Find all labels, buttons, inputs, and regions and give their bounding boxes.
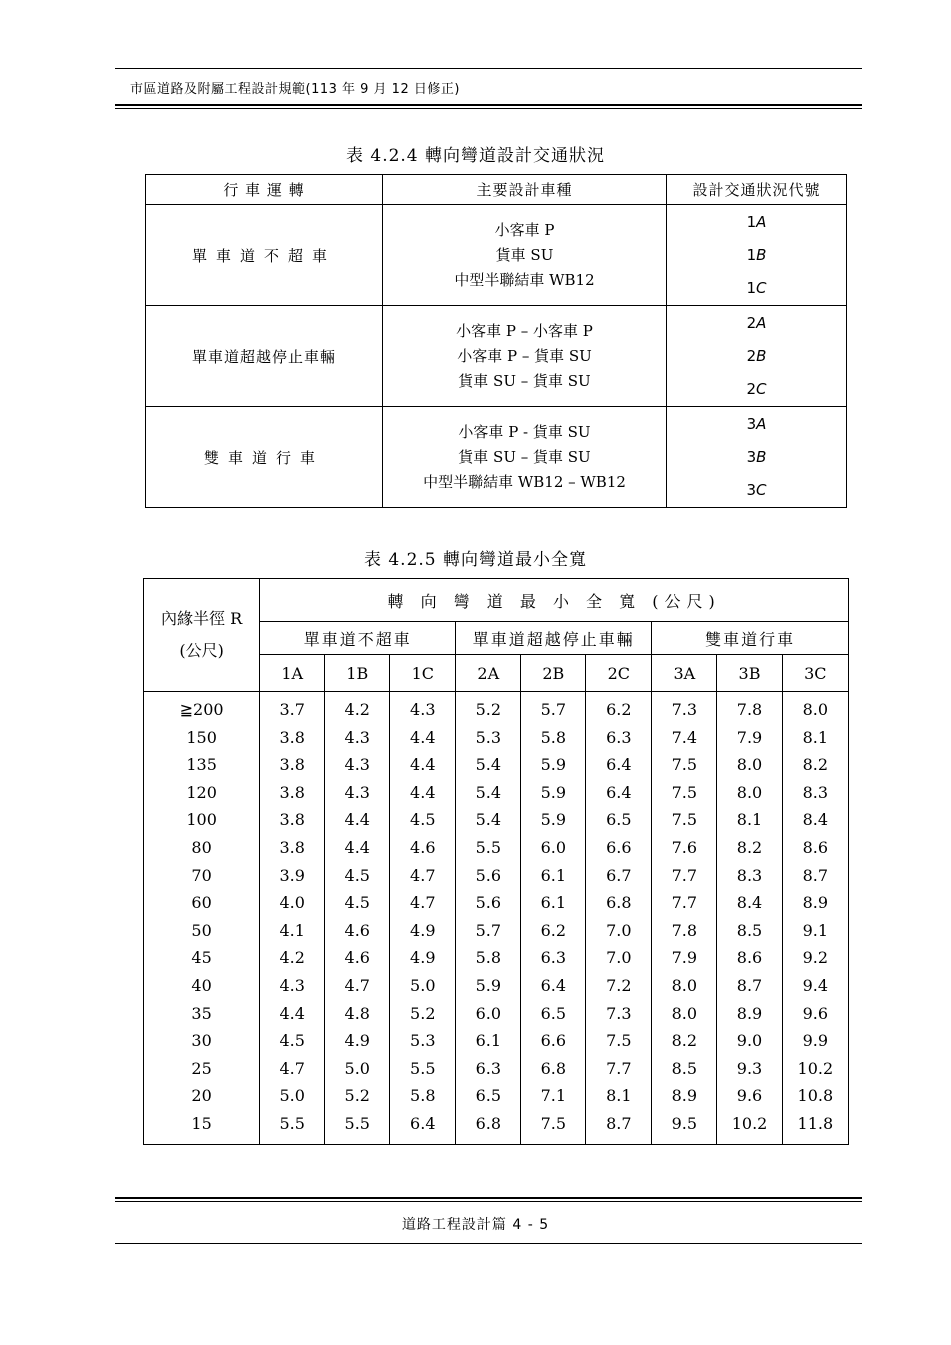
width-cell: 8.2	[652, 1027, 717, 1055]
code-letter: B	[756, 346, 767, 365]
width-cell: 5.0	[260, 1082, 325, 1110]
width-cell: 8.2	[717, 834, 782, 862]
width-cell: 4.4	[325, 806, 390, 834]
radius-cell: ≧200	[144, 692, 260, 724]
table1-header-row	[146, 175, 847, 205]
width-cell: 4.6	[325, 917, 390, 945]
width-cell: 8.5	[717, 917, 782, 945]
radius-cell: 80	[144, 834, 260, 862]
width-cell: 3.8	[260, 834, 325, 862]
table-row	[144, 1055, 849, 1083]
radius-cell: 25	[144, 1055, 260, 1083]
width-cell: 5.3	[390, 1027, 456, 1055]
radius-cell: 150	[144, 724, 260, 752]
width-cell: 7.4	[652, 724, 717, 752]
table-row	[144, 834, 849, 862]
width-cell: 7.8	[652, 917, 717, 945]
table-row	[144, 1110, 849, 1144]
width-cell: 9.3	[717, 1055, 782, 1083]
main-header: 轉 向 彎 道 最 小 全 寬 (公尺)	[260, 579, 849, 622]
width-cell: 5.5	[260, 1110, 325, 1144]
operation-cell: 單車道不超車	[146, 205, 383, 306]
width-cell: 9.4	[782, 972, 848, 1000]
width-cell: 8.6	[717, 944, 782, 972]
col-header-operation: 行 車 運 轉	[146, 175, 383, 205]
width-cell: 7.9	[652, 944, 717, 972]
vehicle-line: 貨車 SU – 貨車 SU	[458, 371, 591, 390]
code-cell	[667, 306, 847, 407]
width-cell: 4.9	[390, 917, 456, 945]
width-cell: 7.1	[521, 1082, 586, 1110]
width-cell: 6.7	[586, 862, 652, 890]
footer-rule-thick	[115, 1197, 862, 1199]
width-cell: 7.3	[586, 1000, 652, 1028]
radius-header	[144, 579, 260, 692]
width-cell: 6.1	[521, 889, 586, 917]
code-line	[667, 340, 846, 373]
width-cell: 5.8	[521, 724, 586, 752]
width-cell: 8.0	[652, 972, 717, 1000]
table-row	[144, 1082, 849, 1110]
group-header-2: 單車道超越停止車輛	[456, 622, 652, 655]
width-cell: 5.4	[456, 806, 521, 834]
radius-cell: 45	[144, 944, 260, 972]
radius-cell: 70	[144, 862, 260, 890]
radius-cell: 35	[144, 1000, 260, 1028]
radius-cell: 20	[144, 1082, 260, 1110]
table-row	[144, 944, 849, 972]
running-header: 市區道路及附屬工程設計規範(113 年 9 月 12 日修正)	[130, 82, 460, 97]
width-cell: 7.0	[586, 917, 652, 945]
width-cell: 4.6	[325, 944, 390, 972]
table-row	[144, 806, 849, 834]
width-cell: 4.7	[390, 862, 456, 890]
width-cell: 6.1	[456, 1027, 521, 1055]
width-cell: 7.5	[521, 1110, 586, 1144]
width-cell: 10.2	[782, 1055, 848, 1083]
width-cell: 8.1	[717, 806, 782, 834]
code-number: 1	[746, 245, 757, 264]
operation-cell: 單車道超越停止車輛	[146, 306, 383, 407]
code-number: 2	[746, 346, 757, 365]
width-cell: 5.8	[390, 1082, 456, 1110]
width-cell: 6.5	[586, 806, 652, 834]
width-cell: 4.4	[325, 834, 390, 862]
width-cell: 8.7	[586, 1110, 652, 1144]
width-cell: 8.1	[586, 1082, 652, 1110]
min-width-table	[143, 578, 849, 1145]
code-number: 1	[746, 212, 757, 231]
width-cell: 4.8	[325, 1000, 390, 1028]
width-cell: 7.9	[717, 724, 782, 752]
table-row	[144, 972, 849, 1000]
width-cell: 7.5	[652, 779, 717, 807]
col-header-cell: 2B	[521, 655, 586, 692]
width-cell: 4.4	[390, 751, 456, 779]
width-cell: 9.6	[782, 1000, 848, 1028]
radius-cell: 40	[144, 972, 260, 1000]
code-letter: B	[756, 245, 767, 264]
operation-cell: 雙車道行車	[146, 407, 383, 508]
width-cell: 5.2	[325, 1082, 390, 1110]
width-cell: 7.6	[652, 834, 717, 862]
col-header-cell: 1C	[390, 655, 456, 692]
col-header-cell: 1B	[325, 655, 390, 692]
width-cell: 7.7	[652, 862, 717, 890]
vehicle-cell	[383, 407, 667, 508]
width-cell: 8.4	[717, 889, 782, 917]
group-header-3: 雙車道行車	[652, 622, 849, 655]
width-cell: 5.9	[521, 806, 586, 834]
code-line	[667, 307, 846, 340]
table-row	[144, 1027, 849, 1055]
vehicle-line: 小客車 P - 貨車 SU	[458, 422, 591, 441]
width-cell: 4.1	[260, 917, 325, 945]
table1-caption: 表 4.2.4 轉向彎道設計交通狀況	[345, 146, 606, 166]
width-cell: 4.5	[325, 862, 390, 890]
width-cell: 3.8	[260, 751, 325, 779]
width-cell: 4.3	[260, 972, 325, 1000]
col-header-vehicle: 主要設計車種	[383, 175, 667, 205]
col-header-cell: 3C	[782, 655, 848, 692]
header-rule-thick	[115, 104, 862, 106]
col-header-cell: 2A	[456, 655, 521, 692]
code-letter: A	[756, 313, 767, 332]
vehicle-line: 中型半聯結車 WB12 – WB12	[423, 472, 626, 491]
code-number: 3	[746, 414, 757, 433]
width-cell: 8.0	[717, 779, 782, 807]
col-header-cell: 3B	[717, 655, 782, 692]
width-cell: 4.7	[260, 1055, 325, 1083]
width-cell: 7.8	[717, 692, 782, 724]
vehicle-line: 小客車 P – 貨車 SU	[457, 346, 592, 365]
width-cell: 6.4	[390, 1110, 456, 1144]
width-cell: 3.8	[260, 779, 325, 807]
width-cell: 4.4	[390, 779, 456, 807]
width-cell: 4.2	[325, 692, 390, 724]
radius-cell: 60	[144, 889, 260, 917]
width-cell: 9.1	[782, 917, 848, 945]
code-cell	[667, 205, 847, 306]
width-cell: 7.7	[586, 1055, 652, 1083]
vehicle-line: 中型半聯結車 WB12	[454, 270, 595, 289]
code-letter: A	[756, 414, 767, 433]
width-cell: 3.9	[260, 862, 325, 890]
width-cell: 8.3	[782, 779, 848, 807]
width-cell: 8.9	[652, 1082, 717, 1110]
width-cell: 6.0	[456, 1000, 521, 1028]
width-cell: 8.4	[782, 806, 848, 834]
width-cell: 8.0	[782, 692, 848, 724]
width-cell: 7.5	[652, 751, 717, 779]
vehicle-line: 貨車 SU – 貨車 SU	[458, 447, 591, 466]
width-cell: 6.8	[456, 1110, 521, 1144]
width-cell: 5.4	[456, 751, 521, 779]
code-letter: C	[756, 379, 767, 398]
table-row	[144, 724, 849, 752]
page-footer: 道路工程設計篇 4 - 5	[401, 1217, 550, 1233]
vehicle-cell	[383, 205, 667, 306]
radius-cell: 100	[144, 806, 260, 834]
width-cell: 10.2	[717, 1110, 782, 1144]
table-row	[144, 889, 849, 917]
width-cell: 10.8	[782, 1082, 848, 1110]
radius-header-unit: (公尺)	[179, 641, 224, 660]
width-cell: 9.0	[717, 1027, 782, 1055]
width-cell: 6.6	[586, 834, 652, 862]
width-cell: 5.6	[456, 862, 521, 890]
width-cell: 4.3	[325, 779, 390, 807]
code-number: 3	[746, 480, 757, 499]
table1-row	[146, 205, 847, 306]
radius-cell: 30	[144, 1027, 260, 1055]
col-header-cell: 2C	[586, 655, 652, 692]
table-row	[144, 779, 849, 807]
footer-rule-thin	[115, 1201, 862, 1202]
width-cell: 8.3	[717, 862, 782, 890]
width-cell: 7.5	[652, 806, 717, 834]
width-cell: 6.1	[521, 862, 586, 890]
table-row	[144, 751, 849, 779]
group-header-1: 單車道不超車	[260, 622, 456, 655]
radius-header-label: 內緣半徑 R	[161, 609, 243, 628]
width-cell: 3.7	[260, 692, 325, 724]
width-cell: 4.4	[390, 724, 456, 752]
width-cell: 6.3	[456, 1055, 521, 1083]
vehicle-line: 小客車 P – 小客車 P	[456, 321, 593, 340]
code-number: 1	[746, 278, 757, 297]
vehicle-line: 小客車 P	[494, 220, 555, 239]
width-cell: 5.2	[390, 1000, 456, 1028]
code-number: 2	[746, 379, 757, 398]
vehicle-line: 貨車 SU	[495, 245, 554, 264]
width-cell: 4.5	[260, 1027, 325, 1055]
width-cell: 8.0	[652, 1000, 717, 1028]
width-cell: 4.9	[390, 944, 456, 972]
table2-caption: 表 4.2.5 轉向彎道最小全寬	[363, 550, 588, 570]
width-cell: 7.5	[586, 1027, 652, 1055]
width-cell: 7.2	[586, 972, 652, 1000]
width-cell: 6.8	[586, 889, 652, 917]
width-cell: 6.8	[521, 1055, 586, 1083]
width-cell: 4.3	[390, 692, 456, 724]
width-cell: 3.8	[260, 806, 325, 834]
width-cell: 9.2	[782, 944, 848, 972]
radius-cell: 135	[144, 751, 260, 779]
table1-row	[146, 306, 847, 407]
width-cell: 8.9	[782, 889, 848, 917]
width-cell: 5.6	[456, 889, 521, 917]
col-header-cell: 1A	[260, 655, 325, 692]
width-cell: 5.4	[456, 779, 521, 807]
width-cell: 7.3	[652, 692, 717, 724]
width-cell: 6.5	[456, 1082, 521, 1110]
width-cell: 6.5	[521, 1000, 586, 1028]
code-number: 3	[746, 447, 757, 466]
table-row	[144, 692, 849, 724]
header-rule-under	[115, 108, 862, 109]
width-cell: 4.0	[260, 889, 325, 917]
width-cell: 8.5	[652, 1055, 717, 1083]
code-line	[667, 239, 846, 272]
col-header-code: 設計交通狀況代號	[667, 175, 847, 205]
width-cell: 9.9	[782, 1027, 848, 1055]
width-cell: 4.7	[325, 972, 390, 1000]
width-cell: 3.8	[260, 724, 325, 752]
width-cell: 4.4	[260, 1000, 325, 1028]
code-letter: C	[756, 480, 767, 499]
width-cell: 4.2	[260, 944, 325, 972]
width-cell: 4.5	[390, 806, 456, 834]
width-cell: 5.9	[456, 972, 521, 1000]
code-line	[667, 408, 846, 441]
footer-rule-bottom	[115, 1243, 862, 1244]
width-cell: 6.0	[521, 834, 586, 862]
width-cell: 8.1	[782, 724, 848, 752]
width-cell: 8.6	[782, 834, 848, 862]
width-cell: 8.7	[782, 862, 848, 890]
width-cell: 11.8	[782, 1110, 848, 1144]
traffic-condition-table	[145, 174, 847, 508]
width-cell: 6.3	[521, 944, 586, 972]
width-cell: 8.7	[717, 972, 782, 1000]
header-rule-thin	[115, 68, 862, 69]
width-cell: 5.5	[390, 1055, 456, 1083]
code-line	[667, 373, 846, 406]
width-cell: 6.6	[521, 1027, 586, 1055]
radius-cell: 50	[144, 917, 260, 945]
width-cell: 4.7	[390, 889, 456, 917]
width-cell: 6.2	[521, 917, 586, 945]
width-cell: 5.9	[521, 751, 586, 779]
code-line	[667, 441, 846, 474]
code-line	[667, 272, 846, 305]
width-cell: 9.6	[717, 1082, 782, 1110]
width-cell: 6.2	[586, 692, 652, 724]
width-cell: 8.9	[717, 1000, 782, 1028]
width-cell: 6.3	[586, 724, 652, 752]
code-line	[667, 474, 846, 507]
width-cell: 8.2	[782, 751, 848, 779]
width-cell: 4.6	[390, 834, 456, 862]
width-cell: 4.9	[325, 1027, 390, 1055]
width-cell: 4.5	[325, 889, 390, 917]
table-row	[144, 1000, 849, 1028]
code-letter: A	[756, 212, 767, 231]
code-number: 2	[746, 313, 757, 332]
vehicle-cell	[383, 306, 667, 407]
table2-header-row-1	[144, 579, 849, 622]
table1-row	[146, 407, 847, 508]
width-cell: 5.7	[521, 692, 586, 724]
width-cell: 4.3	[325, 724, 390, 752]
width-cell: 7.0	[586, 944, 652, 972]
radius-cell: 120	[144, 779, 260, 807]
width-cell: 6.4	[586, 779, 652, 807]
table-row	[144, 862, 849, 890]
table-row	[144, 917, 849, 945]
width-cell: 5.8	[456, 944, 521, 972]
width-cell: 9.5	[652, 1110, 717, 1144]
col-header-cell: 3A	[652, 655, 717, 692]
code-letter: B	[756, 447, 767, 466]
width-cell: 5.0	[325, 1055, 390, 1083]
code-line	[667, 206, 846, 239]
width-cell: 6.4	[521, 972, 586, 1000]
width-cell: 8.0	[717, 751, 782, 779]
width-cell: 5.2	[456, 692, 521, 724]
width-cell: 5.9	[521, 779, 586, 807]
width-cell: 5.5	[456, 834, 521, 862]
radius-cell: 15	[144, 1110, 260, 1144]
width-cell: 6.4	[586, 751, 652, 779]
width-cell: 5.3	[456, 724, 521, 752]
code-letter: C	[756, 278, 767, 297]
code-cell	[667, 407, 847, 508]
width-cell: 7.7	[652, 889, 717, 917]
width-cell: 4.3	[325, 751, 390, 779]
width-cell: 5.5	[325, 1110, 390, 1144]
width-cell: 5.0	[390, 972, 456, 1000]
width-cell: 5.7	[456, 917, 521, 945]
